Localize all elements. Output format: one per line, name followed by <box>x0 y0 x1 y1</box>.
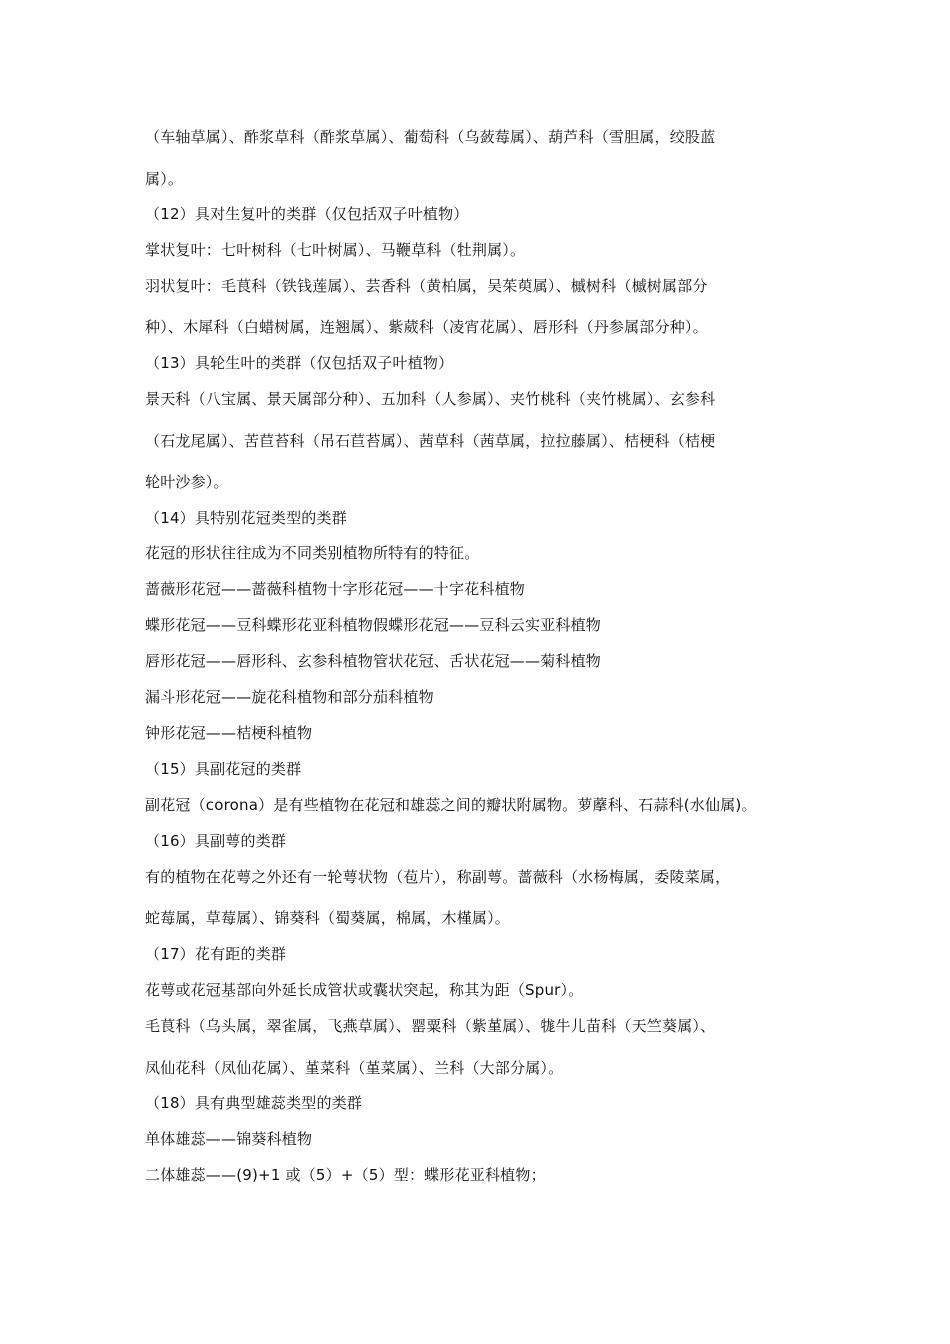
section-heading: （17）花有距的类群 <box>145 945 287 963</box>
section-heading: （16）具副萼的类群 <box>145 832 287 850</box>
text-line: 二体雄蕊——(9)+1 或（5）+（5）型：蝶形花亚科植物； <box>145 1166 546 1184</box>
text-line: 种）、木犀科（白蜡树属，连翘属）、紫葳科（凌宵花属）、唇形科（丹参属部分种）。 <box>145 318 708 336</box>
section-heading: （18）具有典型雄蕊类型的类群 <box>145 1094 363 1112</box>
text-line: 有的植物在花萼之外还有一轮萼状物（苞片），称副萼。蔷薇科（水杨梅属，委陵菜属， <box>145 868 731 886</box>
text-line: 副花冠（corona）是有些植物在花冠和雄蕊之间的瓣状附属物。萝藦科、石蒜科(水仙属)。 <box>145 796 757 814</box>
text-line: 羽状复叶：毛茛科（铁钱莲属）、芸香科（黄柏属，吴茱萸属）、槭树科（槭树属部分 <box>145 277 708 295</box>
text-line: 花冠的形状往往成为不同类别植物所特有的特征。 <box>145 544 480 562</box>
text-line: 蔷薇形花冠——蔷薇科植物十字形花冠——十字花科植物 <box>145 580 526 598</box>
text-line: 轮叶沙参）。 <box>145 473 229 491</box>
section-heading: （15）具副花冠的类群 <box>145 760 302 778</box>
text-line: （车轴草属）、酢浆草科（酢浆草属）、葡萄科（乌蔹莓属）、葫芦科（雪胆属，绞股蓝 <box>145 128 716 146</box>
section-heading: （14）具特别花冠类型的类群 <box>145 509 347 527</box>
text-line: 景天科（八宝属、景天属部分种）、五加科（人参属）、夹竹桃科（夹竹桃属）、玄参科 <box>145 390 716 408</box>
section-heading: （12）具对生复叶的类群（仅包括双子叶植物） <box>145 205 469 223</box>
text-line: 漏斗形花冠——旋花科植物和部分茄科植物 <box>145 688 434 706</box>
text-line: 蛇莓属，草莓属）、锦葵科（蜀葵属，棉属，木槿属）。 <box>145 909 511 927</box>
text-line: （石龙尾属）、苦苣苔科（吊石苣苔属）、茜草科（茜草属，拉拉藤属）、桔梗科（桔梗 <box>145 432 716 450</box>
text-line: 唇形花冠——唇形科、玄参科植物管状花冠、舌状花冠——菊科植物 <box>145 652 602 670</box>
text-line: 毛茛科（乌头属，翠雀属，飞燕草属）、罂粟科（紫堇属）、牻牛儿苗科（天竺葵属）、 <box>145 1017 716 1035</box>
text-line: 单体雄蕊——锦葵科植物 <box>145 1130 313 1148</box>
section-heading: （13）具轮生叶的类群（仅包括双子叶植物） <box>145 354 454 372</box>
text-line: 钟形花冠——桔梗科植物 <box>145 724 313 742</box>
text-line: 花萼或花冠基部向外延长成管状或囊状突起，称其为距（Spur）。 <box>145 981 584 999</box>
text-line: 蝶形花冠——豆科蝶形花亚科植物假蝶形花冠——豆科云实亚科植物 <box>145 616 602 634</box>
text-line: 掌状复叶：七叶树科（七叶树属）、马鞭草科（牡荆属）。 <box>145 241 526 259</box>
text-line: 凤仙花科（凤仙花属）、堇菜科（堇菜属）、兰科（大部分属）。 <box>145 1059 564 1077</box>
text-line: 属）。 <box>145 170 184 188</box>
